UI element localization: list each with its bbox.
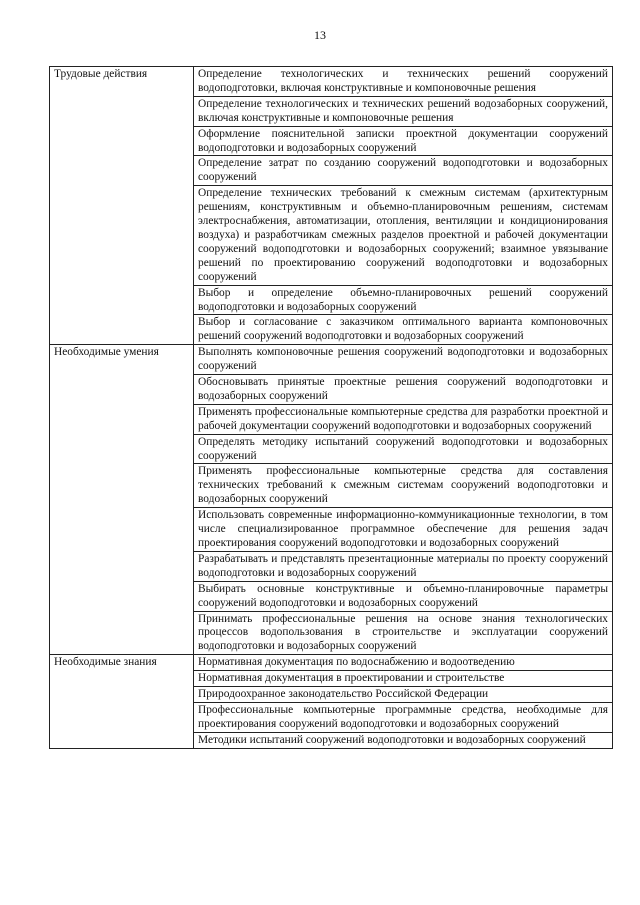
labor-actions-item: Определение технологических и технических решений сооружений водоподготовки, включая конструктивные и компоновочные решения: [194, 67, 613, 97]
labor-actions-item: Определение технических требований к смежным системам (архитектурным решениям, конструктивным и объемно-планировочным решениям, системам электроснабжения, автоматизации, отопления, вентиляции и кондиционирования воздуха) и разработчикам смежных разделов проектной и рабочей документации сооружений водоподготовки и водозаборных сооружений; взаимное увязывание решений по проектированию сооружений водоподготовки и водозаборных сооружений: [194, 186, 613, 285]
required-knowledge-item: Методики испытаний сооружений водоподготовки и водозаборных сооружений: [194, 732, 613, 748]
required-knowledge-item: Природоохранное законодательство Российской Федерации: [194, 687, 613, 703]
labor-actions-item: Выбор и определение объемно-планировочных решений сооружений водоподготовки и водозаборных сооружений: [194, 285, 613, 315]
required-knowledge-item: Нормативная документация в проектировании и строительстве: [194, 671, 613, 687]
required-skills-label: Необходимые умения: [50, 345, 194, 655]
required-knowledge-item: Нормативная документация по водоснабжению и водоотведению: [194, 655, 613, 671]
required-knowledge-label: Необходимые знания: [50, 655, 194, 748]
required-skills-item: Выполнять компоновочные решения сооружений водоподготовки и водозаборных сооружений: [194, 345, 613, 375]
required-knowledge-row: [50, 655, 613, 671]
required-skills-item: Разрабатывать и представлять презентационные материалы по проекту сооружений водоподготовки и водозаборных сооружений: [194, 551, 613, 581]
page-number: 13: [314, 28, 326, 42]
competency-table: [49, 66, 613, 749]
required-skills-item: Применять профессиональные компьютерные средства для разработки проектной и рабочей документации сооружений водоподготовки и водозаборных сооружений: [194, 404, 613, 434]
labor-actions-row: [50, 67, 613, 97]
required-skills-item: Определять методику испытаний сооружений водоподготовки и водозаборных сооружений: [194, 434, 613, 464]
labor-actions-label: Трудовые действия: [50, 67, 194, 345]
required-knowledge-item: Профессиональные компьютерные программные средства, необходимые для проектирования сооружений водоподготовки и водозаборных сооружений: [194, 702, 613, 732]
labor-actions-item: Определение затрат по созданию сооружений водоподготовки и водозаборных сооружений: [194, 156, 613, 186]
required-skills-item: Обосновывать принятые проектные решения сооружений водоподготовки и водозаборных сооружений: [194, 375, 613, 405]
required-skills-item: Использовать современные информационно-коммуникационные технологии, в том числе специализированное программное обеспечение для решения задач проектирования сооружений водоподготовки и водозаборных сооружений: [194, 508, 613, 552]
required-skills-row: [50, 345, 613, 375]
labor-actions-item: Определение технологических и технических решений водозаборных сооружений, включая конструктивные и компоновочные решения: [194, 96, 613, 126]
labor-actions-item: Оформление пояснительной записки проектной документации сооружений водоподготовки и водозаборных сооружений: [194, 126, 613, 156]
required-skills-item: Выбирать основные конструктивные и объемно-планировочные параметры сооружений водоподготовки и водозаборных сооружений: [194, 581, 613, 611]
labor-actions-item: Выбор и согласование с заказчиком оптимального варианта компоновочных решений сооружений водоподготовки и водозаборных сооружений: [194, 315, 613, 345]
required-skills-item: Применять профессиональные компьютерные средства для составления технических требований к смежным системам сооружений водоподготовки и водозаборных сооружений: [194, 464, 613, 508]
required-skills-item: Принимать профессиональные решения на основе знания технологических процессов водопользования в строительстве и эксплуатации сооружений водоподготовки и водозаборных сооружений: [194, 611, 613, 655]
